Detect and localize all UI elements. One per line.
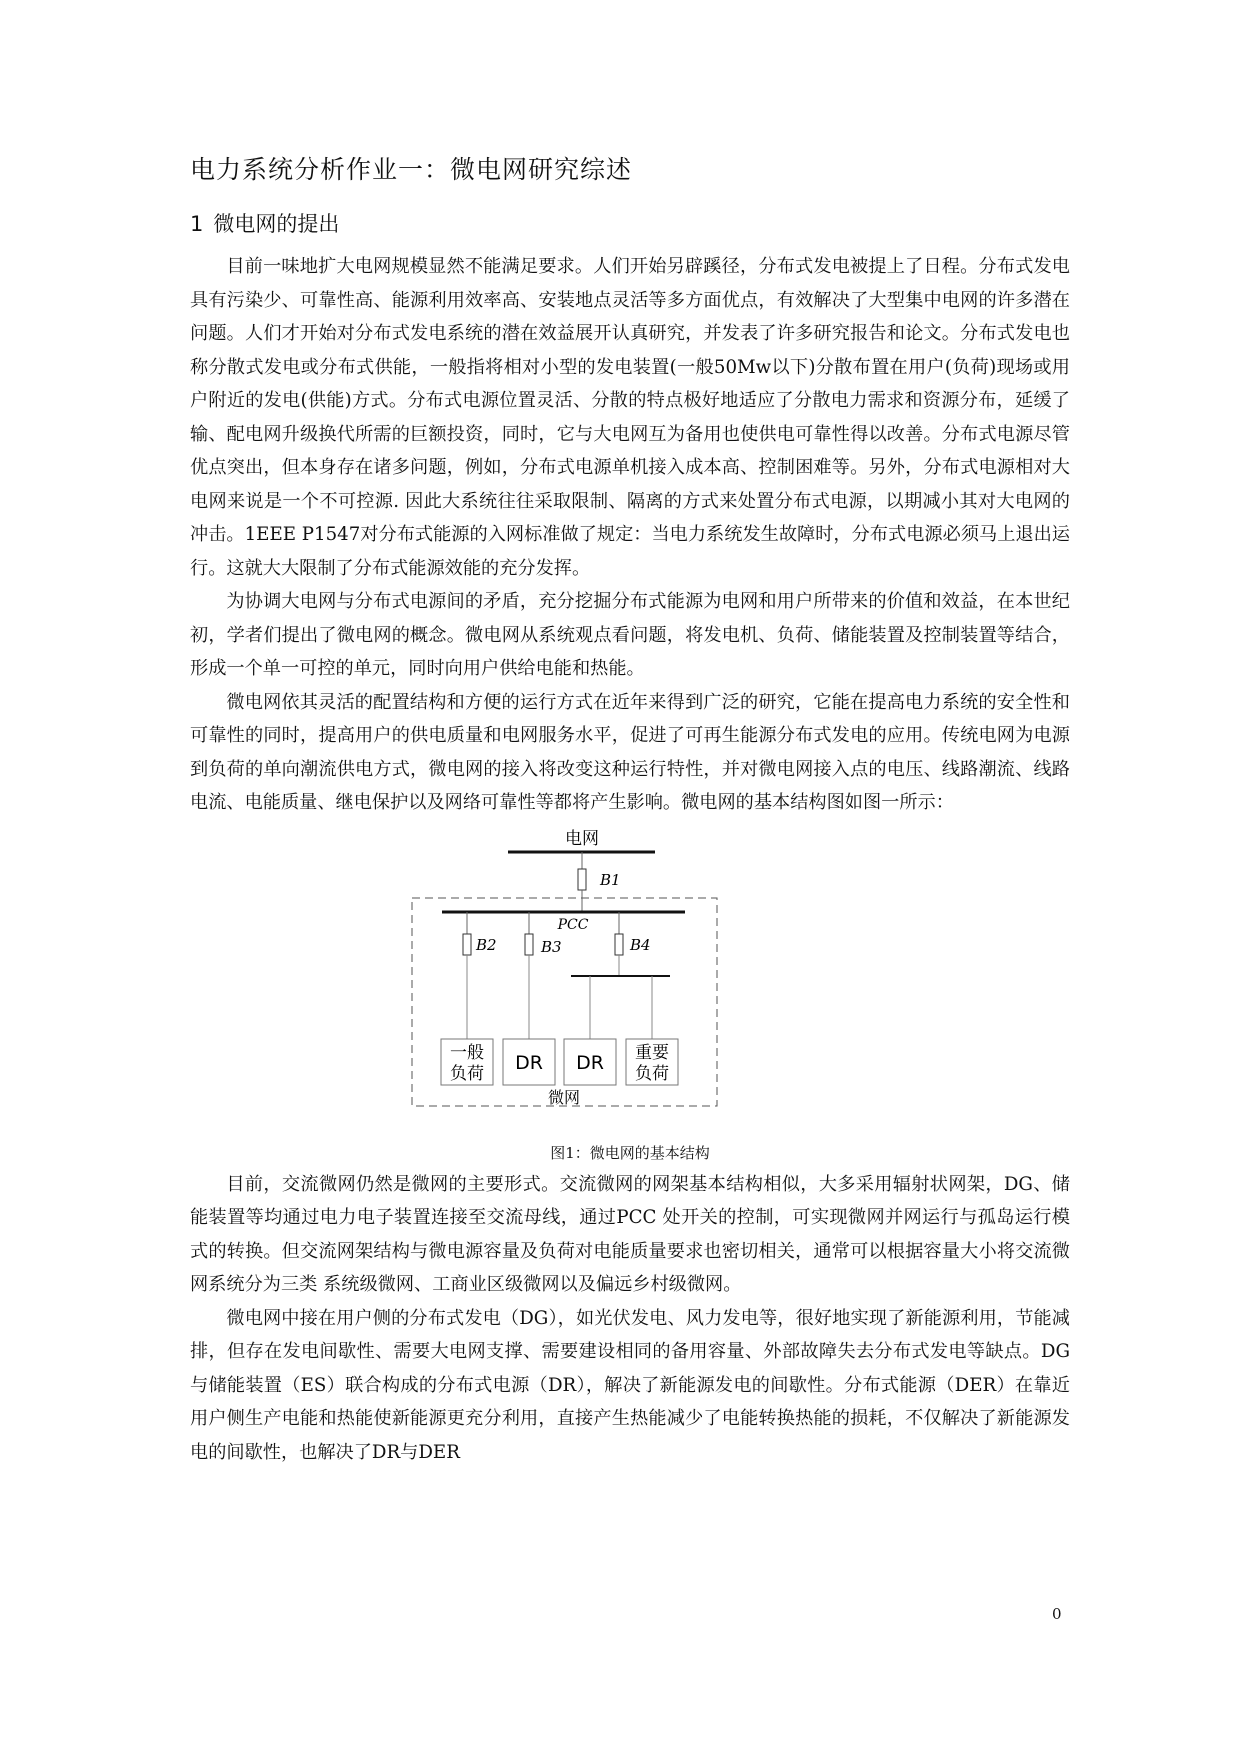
general-load-label: 负荷	[450, 1063, 484, 1084]
microgrid-label: 微网	[547, 1087, 581, 1107]
breaker-b2	[463, 934, 471, 955]
grid-label: 电网	[565, 828, 599, 849]
dr-label: DR	[576, 1051, 604, 1074]
critical-load-label: 负荷	[635, 1063, 669, 1084]
paragraph: 为协调大电网与分布式电源间的矛盾，充分挖掘分布式能源为电网和用户所带来的价值和效益，在本世纪初，学者们提出了微电网的概念。微电网从系统观点看问题，将发电机、负荷、储能装置及控制装置等结合，形成一个单一可控的单元，同时向用户供给电能和热能。	[190, 591, 1070, 679]
figure-caption: 图1：微电网的基本结构	[550, 1143, 710, 1162]
section-title: 微电网的提出	[213, 212, 340, 236]
breaker-b1	[578, 869, 586, 890]
paragraph: 微电网依其灵活的配置结构和方便的运行方式在近年来得到广泛的研究，它能在提高电力系统的安全性和可靠性的同时，提高用户的供电质量和电网服务水平，促进了可再生能源分布式发电的应用。传统电网为电源到负荷的单向潮流供电方式，微电网的接入将改变这种运行特性，并对微电网接入点的电压、线路潮流、线路电流、电能质量、继电保护以及网络可靠性等都将产生影响。微电网的基本结构图如图一所示：	[190, 691, 1070, 813]
breaker-b2-label: B2	[476, 935, 497, 954]
critical-load-label: 重要	[635, 1042, 669, 1063]
breaker-b4-label: B4	[630, 935, 651, 954]
dr-label: DR	[515, 1051, 543, 1074]
breaker-b4	[615, 934, 623, 955]
page-number: 0	[1052, 1605, 1062, 1623]
document-page	[190, 150, 1070, 1469]
microgrid-diagram	[190, 826, 1070, 1138]
section-number: 1	[190, 212, 204, 236]
section-heading	[190, 208, 1070, 238]
pcc-label: PCC	[557, 916, 589, 933]
paragraph: 目前一味地扩大电网规模显然不能满足要求。人们开始另辟蹊径，分布式发电被提上了日程。分布式发电具有污染少、可靠性高、能源利用效率高、安装地点灵活等多方面优点，有效解决了大型集中电网的许多潜在问题。人们才开始对分布式发电系统的潜在效益展开认真研究，并发表了许多研究报告和论文。分布式发电也称分散式发电或分布式供能，一般指将相对小型的发电装置(一般50Mw以下)分散布置在用户(负荷)现场或用户附近的发电(供能)方式。分布式电源位置灵活、分散的特点极好地适应了分散电力需求和资源分布，延缓了输、配电网升级换代所需的巨额投资，同时，它与大电网互为备用也使供电可靠性得以改善。分布式电源尽管优点突出，但本身存在诸多问题，例如，分布式电源单机接入成本高、控制困难等。另外，分布式电源相对大电网来说是一个不可控源. 因此大系统往往采取限制、隔离的方式来处置分布式电源，以期减小其对大电网的冲击。1EEE P1547对分布式能源的入网标准做了规定：当电力系统发生故障时，分布式电源必须马上退出运行。这就大大限制了分布式能源效能的充分发挥。	[190, 256, 1070, 579]
microgrid-structure-figure	[190, 826, 1070, 1138]
breaker-b3	[525, 934, 533, 955]
breaker-b1-label: B1	[600, 870, 621, 889]
document-title: 电力系统分析作业一：微电网研究综述	[190, 155, 633, 184]
paragraph: 目前，交流微网仍然是微网的主要形式。交流微网的网架基本结构相似，大多采用辐射状网架，DG、储能装置等均通过电力电子装置连接至交流母线，通过PCC 处开关的控制，可实现微网并网运行与孤岛运行模式的转换。但交流网架结构与微电源容量及负荷对电能质量要求也密切相关，通常可以根据容量大小将交流微网系统分为三类 系统级微网、工商业区级微网以及偏远乡村级微网。	[190, 1173, 1070, 1295]
general-load-label: 一般	[450, 1042, 484, 1063]
breaker-b3-label: B3	[541, 937, 562, 956]
paragraph: 微电网中接在用户侧的分布式发电（DG），如光伏发电、风力发电等，很好地实现了新能源利用，节能减排，但存在发电间歇性、需要大电网支撑、需要建设相同的备用容量、外部故障失去分布式发电等缺点。DG与储能装置（ES）联合构成的分布式电源（DR），解决了新能源发电的间歇性。分布式能源（DER）在靠近用户侧生产电能和热能使新能源更充分利用，直接产生热能减少了电能转换热能的损耗，不仅解决了新能源发电的间歇性，也解决了DR与DER	[190, 1307, 1070, 1463]
